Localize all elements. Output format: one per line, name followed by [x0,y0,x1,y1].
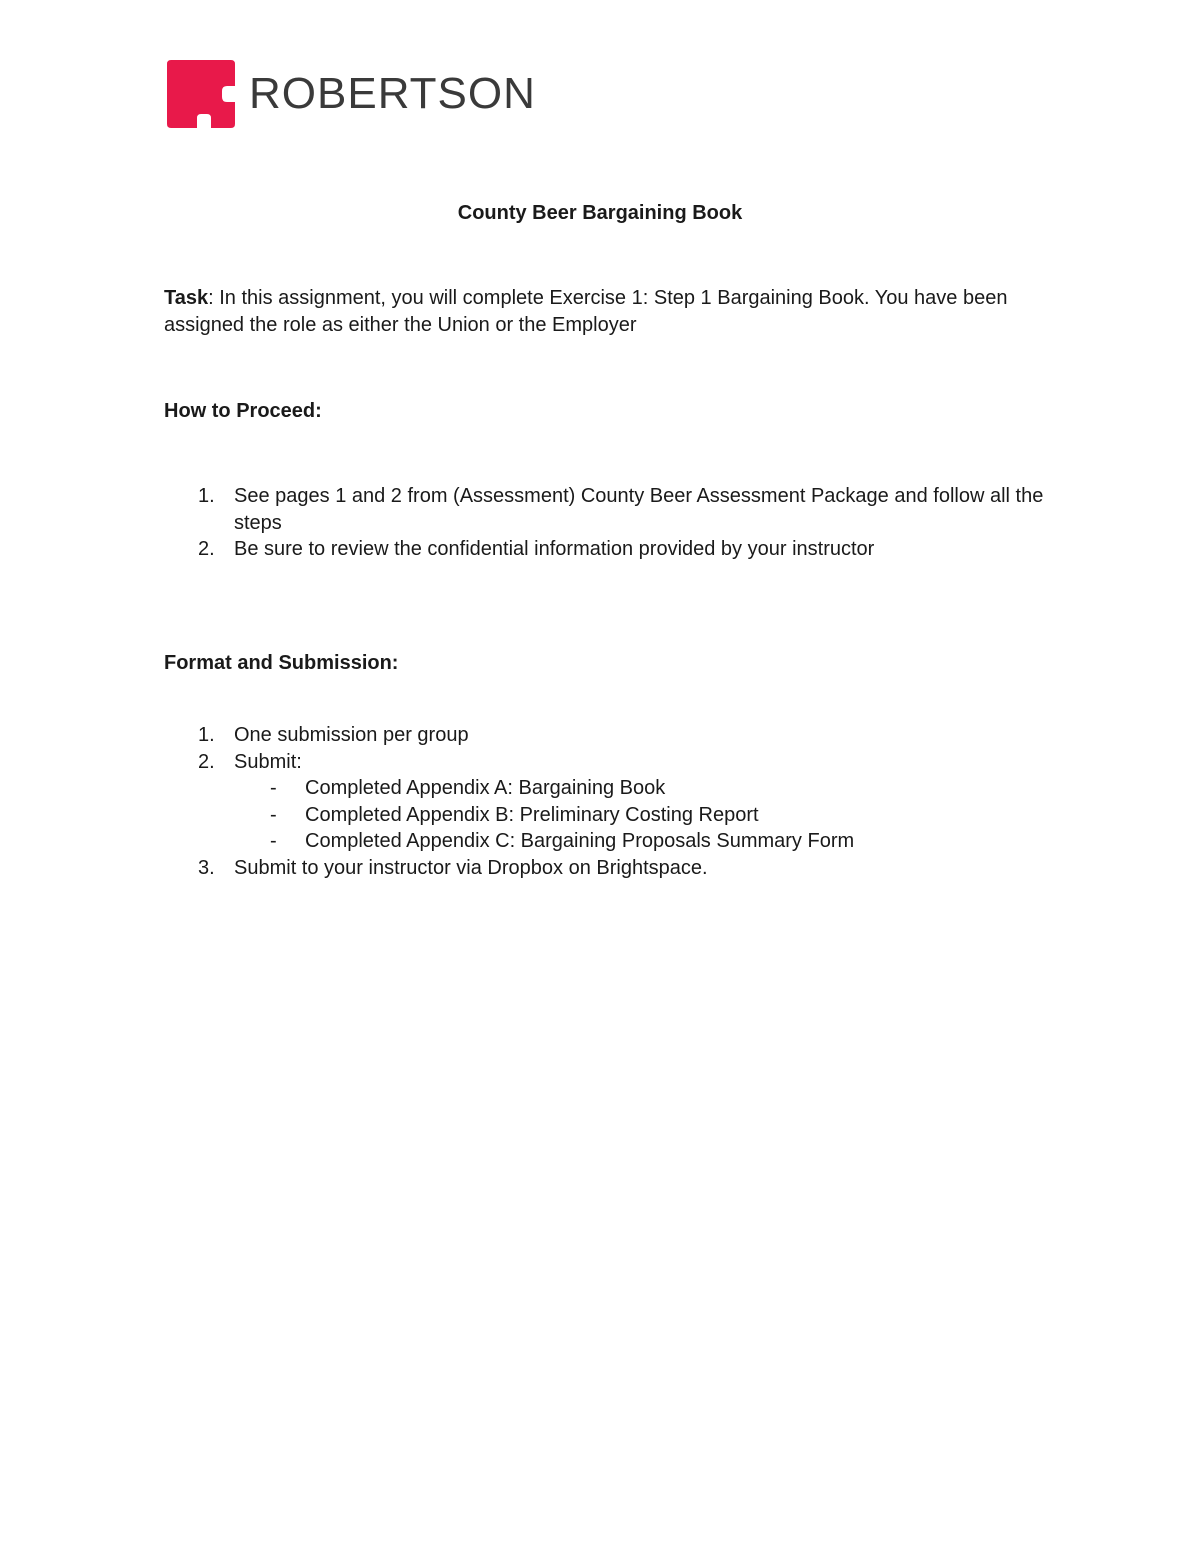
list-number: 3. [198,856,215,879]
sublist-item-text: Completed Appendix B: Preliminary Costing Report [305,803,759,826]
format-list [164,722,1044,881]
list-item-text: Be sure to review the confidential information provided by your instructor [234,538,875,560]
list-item-text: One submission per group [234,724,469,746]
sublist-item-text: Completed Appendix C: Bargaining Proposals Summary Form [305,830,855,852]
proceed-list [164,483,1044,563]
list-item [164,483,1044,536]
document-title: County Beer Bargaining Book [457,202,743,224]
list-item [164,749,1044,855]
list-item-text: Submit: [234,750,302,773]
how-to-proceed-heading: How to Proceed: [164,400,322,422]
list-number: 2. [198,750,215,773]
list-item [164,536,1044,563]
logo-wordmark: ROBERTSON [249,69,536,118]
dash-bullet: - [270,803,277,826]
list-item-text: See pages 1 and 2 from (Assessment) County Beer Assessment Package and follow all the steps [234,485,1044,534]
robertson-logo [167,60,536,128]
robertson-logo-mark-icon [167,60,237,128]
dash-bullet: - [270,830,277,852]
dash-bullet: - [270,777,277,799]
submit-sublist [234,775,1044,855]
sublist-item [234,802,1044,829]
task-label: Task [164,287,209,309]
task-text: : In this assignment, you will complete Exercise 1: Step 1 Bargaining Book. You have been assigned the role as either the Union or the Employer [164,287,1008,336]
format-and-submission-heading: Format and Submission: [164,652,399,674]
list-number: 2. [198,538,215,560]
list-item [164,722,1044,749]
list-item [164,855,1044,882]
sublist-item-text: Completed Appendix A: Bargaining Book [305,777,666,799]
task-paragraph [164,285,1044,338]
sublist-item [234,828,1044,855]
sublist-item [234,775,1044,802]
list-item-text: Submit to your instructor via Dropbox on Brightspace. [234,856,708,879]
list-number: 1. [198,724,215,746]
list-number: 1. [198,485,215,507]
